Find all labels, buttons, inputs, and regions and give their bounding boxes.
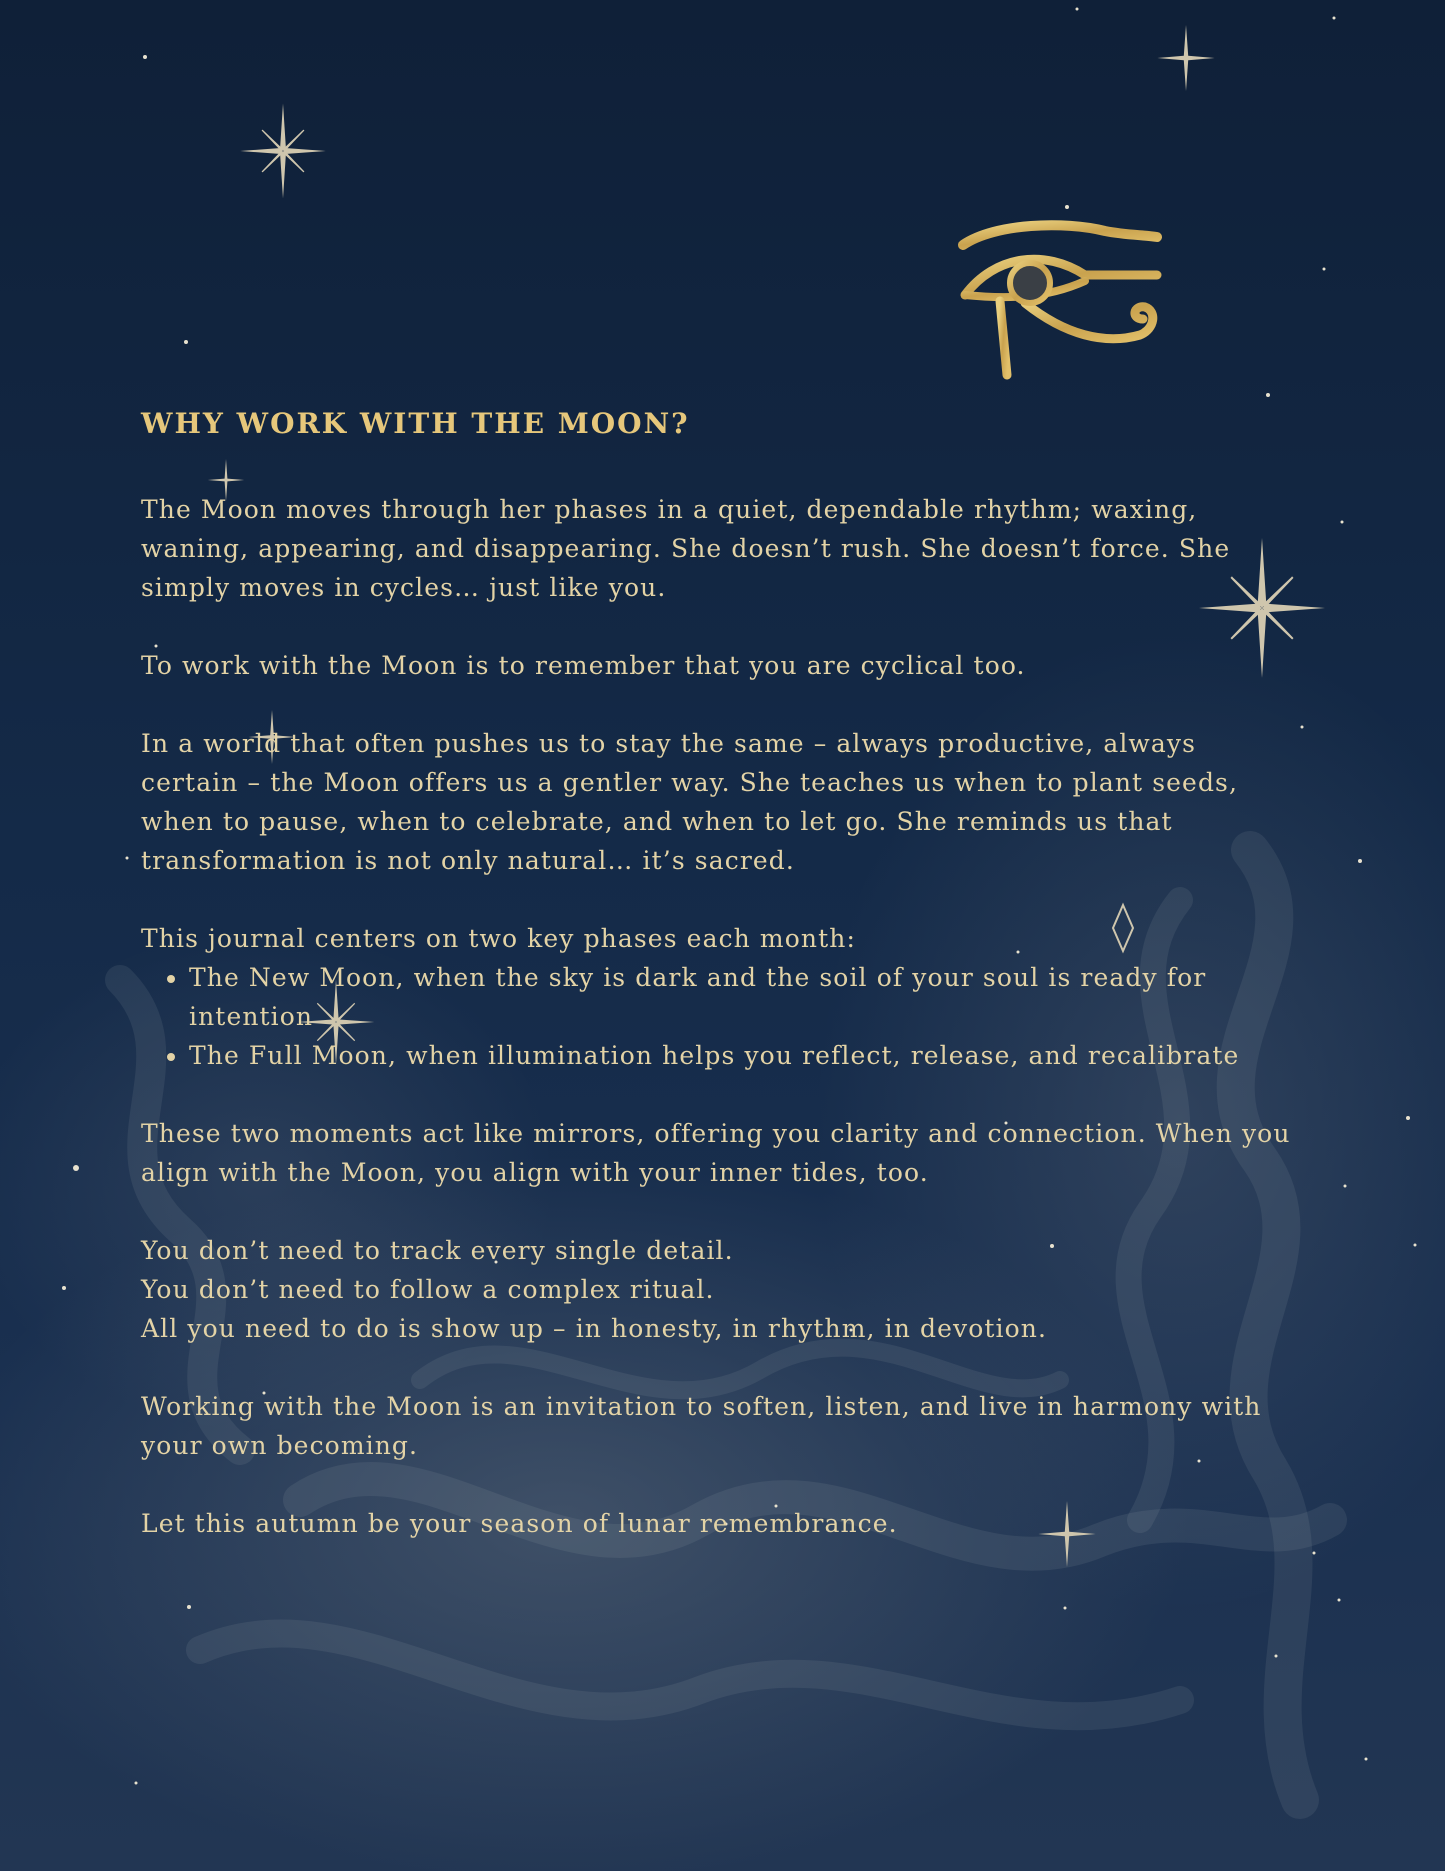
intro-paragraph: The Moon moves through her phases in a quiet, dependable rhythm; waxing, waning, appearing, and disappearing. She doesn’t rush. She doesn’t force. She simply moves in cycles… just like you. bbox=[141, 495, 1231, 602]
eye-of-horus-icon bbox=[955, 215, 1165, 390]
cyclical-paragraph: To work with the Moon is to remember that you are cyclical too. bbox=[141, 651, 1026, 680]
gentler-way-paragraph: In a world that often pushes us to stay the same – always productive, always certain – the Moon offers us a gentler way. She teaches us when to plant seeds, when to pause, when to celebrate, and when to let go. She reminds us that transformation is not only natural… it’s sacred. bbox=[141, 729, 1239, 875]
sparkle-star-icon bbox=[240, 104, 326, 199]
phases-list bbox=[141, 958, 1291, 1075]
mirrors-paragraph: These two moments act like mirrors, offering you clarity and connection. When you align with the Moon, you align with your inner tides, too. bbox=[141, 1119, 1291, 1187]
reassurance-line: All you need to do is show up – in honesty, in rhythm, in devotion. bbox=[141, 1314, 1047, 1343]
reassurance-line: You don’t need to track every single detail. bbox=[141, 1236, 734, 1265]
article bbox=[141, 402, 1291, 1582]
list-item-new-moon: • The New Moon, when the sky is dark and the soil of your soul is ready for intention bbox=[189, 958, 1291, 1036]
reassurance-line: You don’t need to follow a complex ritual. bbox=[141, 1275, 715, 1304]
list-item-full-moon: • The Full Moon, when illumination helps you reflect, release, and recalibrate bbox=[189, 1036, 1291, 1075]
phases-intro: This journal centers on two key phases each month: bbox=[141, 924, 856, 953]
page-title: WHY WORK WITH THE MOON? bbox=[141, 407, 690, 440]
closing-line: Let this autumn be your season of lunar remembrance. bbox=[141, 1509, 898, 1538]
reassurance-block bbox=[141, 1231, 1291, 1348]
invitation-paragraph: Working with the Moon is an invitation to soften, listen, and live in harmony with your own becoming. bbox=[141, 1392, 1262, 1460]
sparkle-star-icon bbox=[1157, 25, 1214, 91]
